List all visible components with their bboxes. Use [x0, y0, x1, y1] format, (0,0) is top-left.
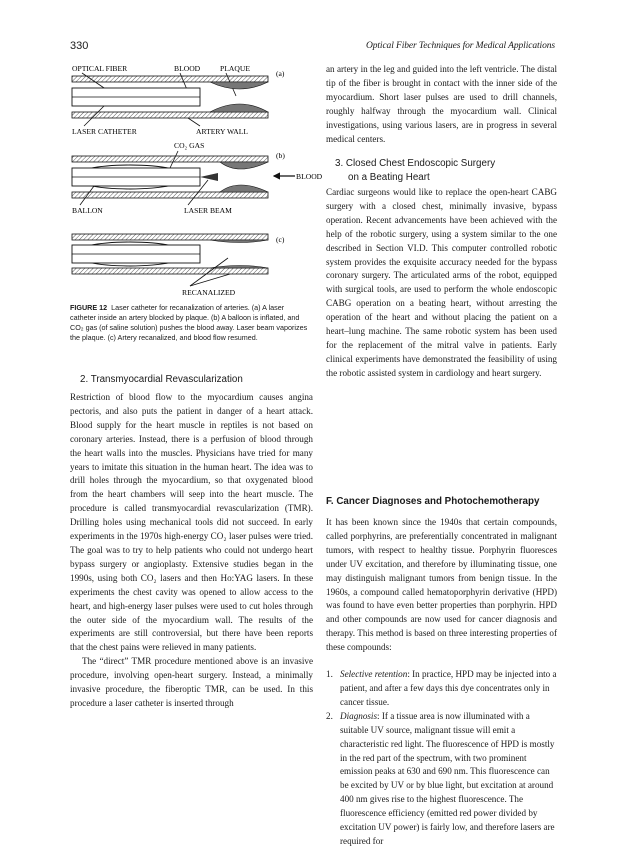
- artery-wall-top: [72, 156, 268, 162]
- list-item: [326, 710, 557, 849]
- paragraph: Cardiac surgeons would like to replace the open-heart CABG surgery with a closed chest, minimally invasive, bypass operation. Recent advancements have been achieved with the help of the robotic surgery, using a system similar to the one described in Section VI.D. This computer controlled robotic system provides the exquisite accuracy needed for the bypass coronary surgery. The articulated arms of the robot, equipped with surgical tools, are used to perform the whole endoscopic CABG operation on a beating heart, without arresting the operation of the heart and without placing the patient on a heart–lung machine. The same robotic system has been used for the replacement of the mitral valve in patients. Early clinical experiments have demonstrated the feasibility of using the robotic assisted system in cardiology and heart surgery.: [326, 187, 557, 378]
- panel-b-tag: (b): [276, 151, 285, 160]
- panel-c: [72, 234, 285, 297]
- list-term: Diagnosis: [340, 710, 378, 721]
- heading-line: 3. Closed Chest Endoscopic Surgery: [335, 158, 496, 169]
- artery-wall-bottom: [72, 192, 268, 198]
- running-head: Optical Fiber Techniques for Medical Applications: [365, 41, 555, 51]
- artery-wall-bottom: [72, 112, 268, 118]
- label-plaque: PLAQUE: [220, 64, 250, 73]
- list-item: [326, 668, 557, 710]
- label-laser-catheter: LASER CATHETER: [72, 127, 137, 136]
- panel-b: [72, 141, 323, 215]
- paragraph: an artery in the leg and guided into the left ventricle. The distal tip of the fiber is brought in contact with the inner side of the myocardium. Short laser pulses are used to drill channels, roughly halfway through the myocardium wall. Clinical investigations, using various lasers, are in progress in several medical centers.: [326, 64, 557, 144]
- label-blood-a: BLOOD: [174, 64, 201, 73]
- label-recanalized: RECANALIZED: [182, 288, 236, 297]
- label-optical-fiber: OPTICAL FIBER: [72, 64, 128, 73]
- label-artery-wall: ARTERY WALL: [196, 127, 249, 136]
- artery-wall-top: [72, 76, 268, 82]
- plaque-top: [220, 162, 268, 169]
- figure-12: [70, 62, 323, 302]
- figure-caption: [70, 303, 310, 343]
- paragraph: Restriction of blood flow to the myocardium causes angina pectoris, and also puts the patient in danger of a heart attack. Blood supply for the heart muscle in reptiles is not based on coronary arteries. Instead, there is a perfusion of blood through the heart walls into the muscles. Physicians have tried for many years to imitate this situation in the human heart. The idea was to drill holes through the myocardium, so that oxygenated blood from the heart chambers will seep into the heart muscle. The procedure is called transmyocardial revascularization (TMR). Drilling holes using mechanical tools did not succeed. In early experiments in the 1970s high-energy CO₂ laser pulses were tried. The goal was to try to help patients who could not undergo heart bypass surgery or angioplasty. Extensive studies began in the 1990s, using both CO₂ lasers and then Ho:YAG lasers. In these experiments the chest cavity was opened to allow access to the heart, and high-energy laser pulses were used to cut holes through the outer side of the myocardium wall. The results of the experiments are still controversial, but there have been reports that the chest pains were relieved in many patients.: [70, 392, 313, 653]
- figure-12-diagram: [70, 62, 323, 302]
- heading-closed-chest: [335, 157, 495, 185]
- heading-transmyocardial: 2. Transmyocardial Revascularization: [80, 374, 243, 385]
- laser-beam: [200, 173, 218, 181]
- leader-line: [190, 274, 230, 286]
- label-ballon: BALLON: [72, 206, 103, 215]
- properties-list: [326, 668, 557, 849]
- heading-cancer-diagnoses: F. Cancer Diagnoses and Photochemotherapy: [326, 496, 540, 507]
- plaque-bottom: [210, 104, 268, 112]
- page-number: 330: [70, 40, 89, 52]
- heading-line: on a Beating Heart: [348, 172, 430, 183]
- plaque-top: [210, 82, 268, 89]
- list-text: : In practice, HPD may be injected into a patient, and after a few days this dye concentrates only in cancer tissue.: [340, 669, 557, 707]
- list-term: Selective retention: [340, 669, 408, 680]
- paragraph: The “direct” TMR procedure mentioned above is an invasive procedure, involving open-heart surgery. Instead, a minimally invasive procedure, the fiberoptic TMR, can be used. In this procedure a laser catheter is inserted through: [70, 656, 313, 708]
- left-column-text: [70, 391, 313, 711]
- list-number: 1.: [326, 669, 333, 680]
- list-number: 2.: [326, 710, 333, 721]
- leader-line: [188, 118, 200, 126]
- list-text: : If a tissue area is now illuminated with a suitable UV source, malignant tissue will emit a characteristic red light. The fluorescence of HPD is mostly in the red part of the spectrum, with two prominent emission peaks at 630 and 690 nm. This fluorescence can be excited by UV or by blue light, but excitation at around 400 nm gives rise to the highest fluorescence. The fluorescence efficiency (emitted red power divided by excitation UV power) is fairly low, and therefore lasers are required for: [340, 710, 555, 846]
- panel-a: [72, 64, 285, 136]
- label-co2-gas: CO₂ GAS: [174, 141, 205, 150]
- plaque-remnant-top: [210, 240, 268, 243]
- paragraph: It has been known since the 1940s that certain compounds, called porphyrins, are preferentially concentrated in malignant tumors, with respect to healthy tissue. Porphyrin fluoresces under UV excitation, and therefore by illuminating tissue, one may distinguish malignant tumors from benign tissue. In the 1960s, a compound called hematoporphyrin derivative (HPD) was found to have even better properties than porphyrin. HPD and other compounds are now used for cancer diagnosis and therapy. This method is based on three interesting properties of these compounds:: [326, 517, 557, 653]
- plaque-bottom: [220, 185, 268, 192]
- artery-wall-bottom: [72, 268, 268, 274]
- plaque-remnant-bottom: [210, 266, 268, 269]
- right-column-mid-text: [326, 186, 557, 381]
- right-column-bottom-text: [326, 516, 557, 849]
- right-column-top-text: [326, 63, 557, 146]
- artery-wall-top: [72, 234, 268, 240]
- figure-caption-text: Laser catheter for recanalization of arteries. (a) A laser catheter inside an artery blocked by plaque. (b) A balloon is inflated, and CO₂ gas (of saline solution) pushes the blood away. Laser beam vaporizes the plaque. (c) Artery recanalized, and blood flow resumed.: [70, 303, 308, 342]
- figure-caption-label: FIGURE 12: [70, 303, 108, 312]
- label-blood-b: BLOOD: [296, 172, 323, 181]
- panel-c-tag: (c): [276, 235, 285, 244]
- label-laser-beam: LASER BEAM: [184, 206, 232, 215]
- panel-a-tag: (a): [276, 69, 285, 78]
